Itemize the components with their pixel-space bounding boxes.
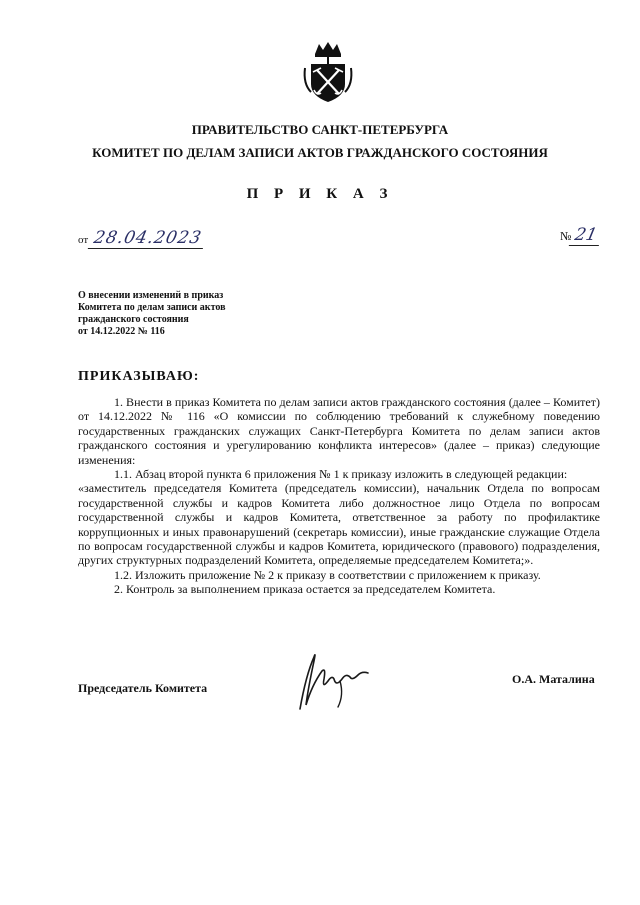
signature-icon [292, 645, 372, 715]
handwritten-number: 21 [569, 225, 603, 246]
order-title: П Р И К А З [246, 186, 394, 202]
order-body [78, 395, 600, 597]
government-title: ПРАВИТЕЛЬСТВО САНКТ-ПЕТЕРБУРГА [191, 122, 449, 137]
order-number [560, 225, 601, 246]
subject-line: от 14.12.2022 № 116 [78, 326, 165, 337]
date-prefix: от [78, 234, 89, 246]
order-subject [78, 290, 226, 338]
paragraph-quote: «заместитель председателя Комитета (председатель комиссии), начальник Отдела по вопросам государственной службы и кадров Комитета либо должностное лицо Отдела по вопросам государственной службы и кадров Комитета, ответственное за работу по профилактике коррупционных и иных правонарушений (секретарь комиссии), иные гражданские служащие Отдела по вопросам государственной службы и кадров Комитета, юридического (правового) подразделения, других структурных подразделений Комитета, определяемые председателем Комитета;». [78, 481, 600, 568]
subject-line: Комитета по делам записи актов [78, 302, 226, 313]
signer-position: Председатель Комитета [78, 681, 208, 695]
subject-line: О внесении изменений в приказ [78, 290, 224, 301]
paragraph-2: 2. Контроль за выполнением приказа остается за председателем Комитета. [114, 582, 496, 597]
signer-name: О.А. Маталина [512, 672, 595, 686]
coat-of-arms-icon [301, 40, 355, 106]
order-date [78, 228, 206, 249]
order-word: ПРИКАЗЫВАЮ: [78, 369, 200, 384]
paragraph-1-1: 1.1. Абзац второй пункта 6 приложения № 1 к приказу изложить в следующей редакции: [114, 467, 568, 482]
subject-line: гражданского состояния [78, 314, 189, 325]
paragraph-1: 1. Внести в приказ Комитета по делам записи актов гражданского состояния (далее – Комитет) от 14.12.2022 № 116 «О комиссии по соблюдению требований к служебному поведению государственных гражданских служащих Санкт-Петербурга Комитета по делам записи актов гражданского состояния и урегулированию конфликта интересов» (далее – приказ) следующие изменения: [78, 395, 600, 467]
paragraph-1-2: 1.2. Изложить приложение № 2 к приказу в соответствии с приложением к приказу. [114, 567, 541, 582]
handwritten-date: 28.04.2023 [88, 228, 208, 249]
number-prefix: № [560, 229, 572, 243]
committee-title: КОМИТЕТ ПО ДЕЛАМ ЗАПИСИ АКТОВ ГРАЖДАНСКОГО СОСТОЯНИЯ [92, 145, 548, 160]
